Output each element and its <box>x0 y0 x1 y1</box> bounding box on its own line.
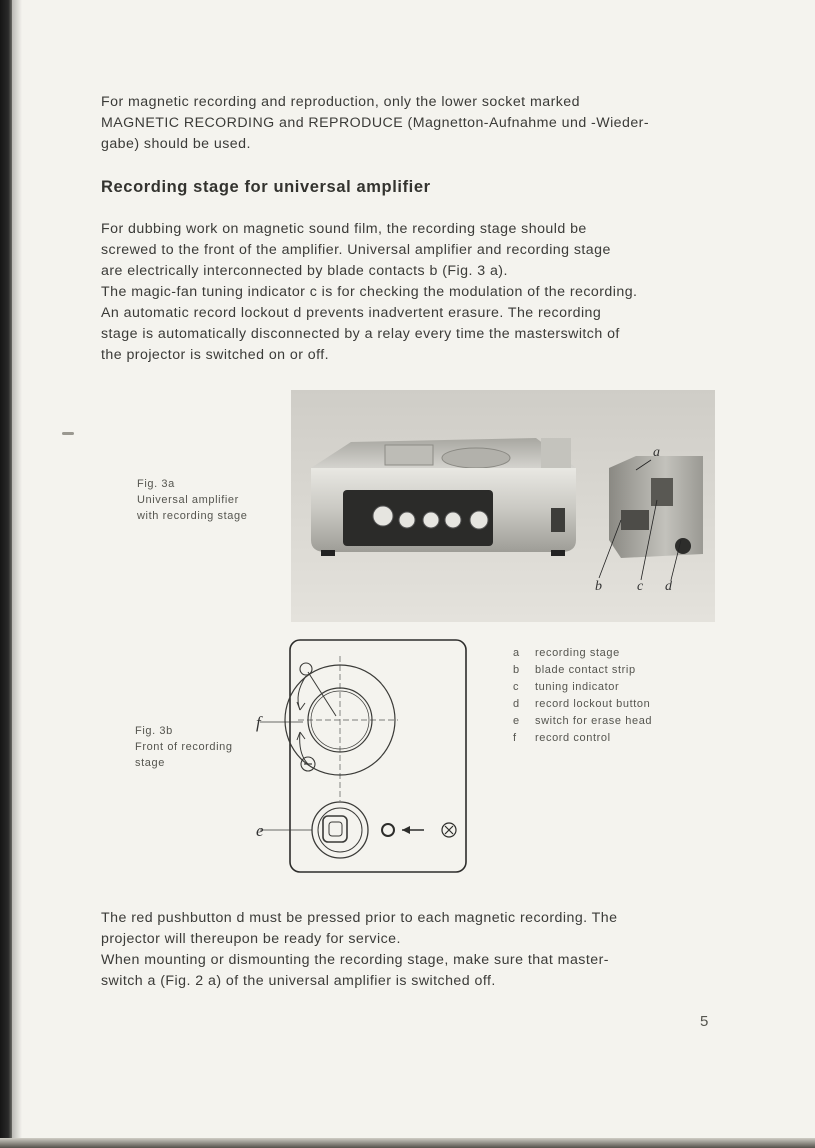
paper-speck <box>62 432 74 435</box>
legend-item <box>513 730 652 747</box>
knob-1 <box>373 506 393 526</box>
page-bottom-edge <box>0 1138 815 1148</box>
fig3b-caption <box>135 723 233 771</box>
arrow-up-curve <box>298 676 306 710</box>
label-e: e <box>256 821 264 840</box>
erase-switch-lever <box>323 816 347 842</box>
side-socket <box>551 508 565 532</box>
caption-line: Front of recording <box>135 741 233 753</box>
binding-shadow <box>12 0 22 1148</box>
legend-item <box>513 679 652 696</box>
caption-line: Fig. 3a <box>137 478 175 490</box>
legend-text: tuning indicator <box>535 681 620 693</box>
erase-switch-inner <box>318 808 362 852</box>
stage-outline <box>290 640 466 872</box>
legend-text: switch for erase head <box>535 715 653 727</box>
tuning-window <box>651 478 673 506</box>
intro-paragraph <box>101 92 714 155</box>
legend-text: blade contact strip <box>535 664 636 676</box>
legend-text: recording stage <box>535 647 620 659</box>
section-line: An automatic record lockout d prevents inadvertent erasure. The recording <box>101 305 602 321</box>
vent-grille <box>385 445 433 465</box>
section-heading: Recording stage for universal amplifier <box>101 178 431 196</box>
legend-item <box>513 645 652 662</box>
legend-key: b <box>513 664 520 676</box>
figure-legend <box>513 645 652 747</box>
off-circle-icon <box>382 824 394 836</box>
fig3a-caption <box>137 476 247 524</box>
label-a: a <box>653 445 660 460</box>
erase-switch-ring <box>312 802 368 858</box>
section-line: the projector is switched on or off. <box>101 347 330 363</box>
caption-line: with recording stage <box>137 510 248 522</box>
caption-line: stage <box>135 757 165 769</box>
legend-text: record lockout button <box>535 698 651 710</box>
legend-item <box>513 696 652 713</box>
closing-line: The red pushbutton d must be pressed prior to each magnetic recording. The <box>101 910 618 926</box>
erase-x-icon <box>445 826 453 834</box>
intro-line: MAGNETIC RECORDING and REPRODUCE (Magnetton-Aufnahme und -Wieder- <box>101 115 650 131</box>
closing-line: When mounting or dismounting the recording stage, make sure that master- <box>101 952 609 968</box>
label-d: d <box>665 579 672 594</box>
section-line: are electrically interconnected by blade contacts b (Fig. 3 a). <box>101 263 508 279</box>
section-line: stage is automatically disconnected by a relay every time the masterswitch of <box>101 326 620 342</box>
caption-line: Universal amplifier <box>137 494 239 506</box>
legend-item <box>513 713 652 730</box>
closing-line: projector will thereupon be ready for service. <box>101 931 401 947</box>
label-c: c <box>637 579 644 594</box>
pointer-line <box>308 672 336 716</box>
start-circle-icon <box>300 663 312 675</box>
lockout-button <box>675 538 691 554</box>
amplifier-photo <box>291 390 715 622</box>
section-line: screwed to the front of the amplifier. Universal amplifier and recording stage <box>101 242 611 258</box>
blade-contacts <box>621 510 649 530</box>
legend-text: record control <box>535 732 611 744</box>
section-paragraph <box>101 219 714 366</box>
legend-key: a <box>513 647 520 659</box>
closing-line: switch a (Fig. 2 a) of the universal amplifier is switched off. <box>101 973 496 989</box>
foot-right <box>551 550 565 556</box>
legend-key: e <box>513 715 520 727</box>
section-line: For dubbing work on magnetic sound film, the recording stage should be <box>101 221 587 237</box>
book-binding <box>0 0 12 1148</box>
arrow-left-icon <box>402 826 410 834</box>
foot-left <box>321 550 335 556</box>
legend-key: c <box>513 681 520 693</box>
caption-line: Fig. 3b <box>135 725 173 737</box>
intro-line: gabe) should be used. <box>101 136 251 152</box>
knob-3 <box>423 512 439 528</box>
closing-paragraph <box>101 908 714 992</box>
legend-key: f <box>513 732 517 744</box>
intro-line: For magnetic recording and reproduction, only the lower socket marked <box>101 94 580 110</box>
legend-item <box>513 662 652 679</box>
label-f: f <box>256 713 261 732</box>
legend-key: d <box>513 698 520 710</box>
erase-switch-lever-inner <box>329 822 342 836</box>
knob-2 <box>399 512 415 528</box>
top-dial <box>442 448 510 468</box>
page-number: 5 <box>700 1013 709 1030</box>
top-block <box>541 438 571 468</box>
label-b: b <box>595 579 602 594</box>
recording-stage-diagram <box>248 636 478 876</box>
knob-5 <box>470 511 488 529</box>
knob-4 <box>445 512 461 528</box>
amplifier-top <box>311 438 576 468</box>
arrow-head-down <box>297 732 305 740</box>
section-line: The magic-fan tuning indicator c is for checking the modulation of the recording. <box>101 284 638 300</box>
